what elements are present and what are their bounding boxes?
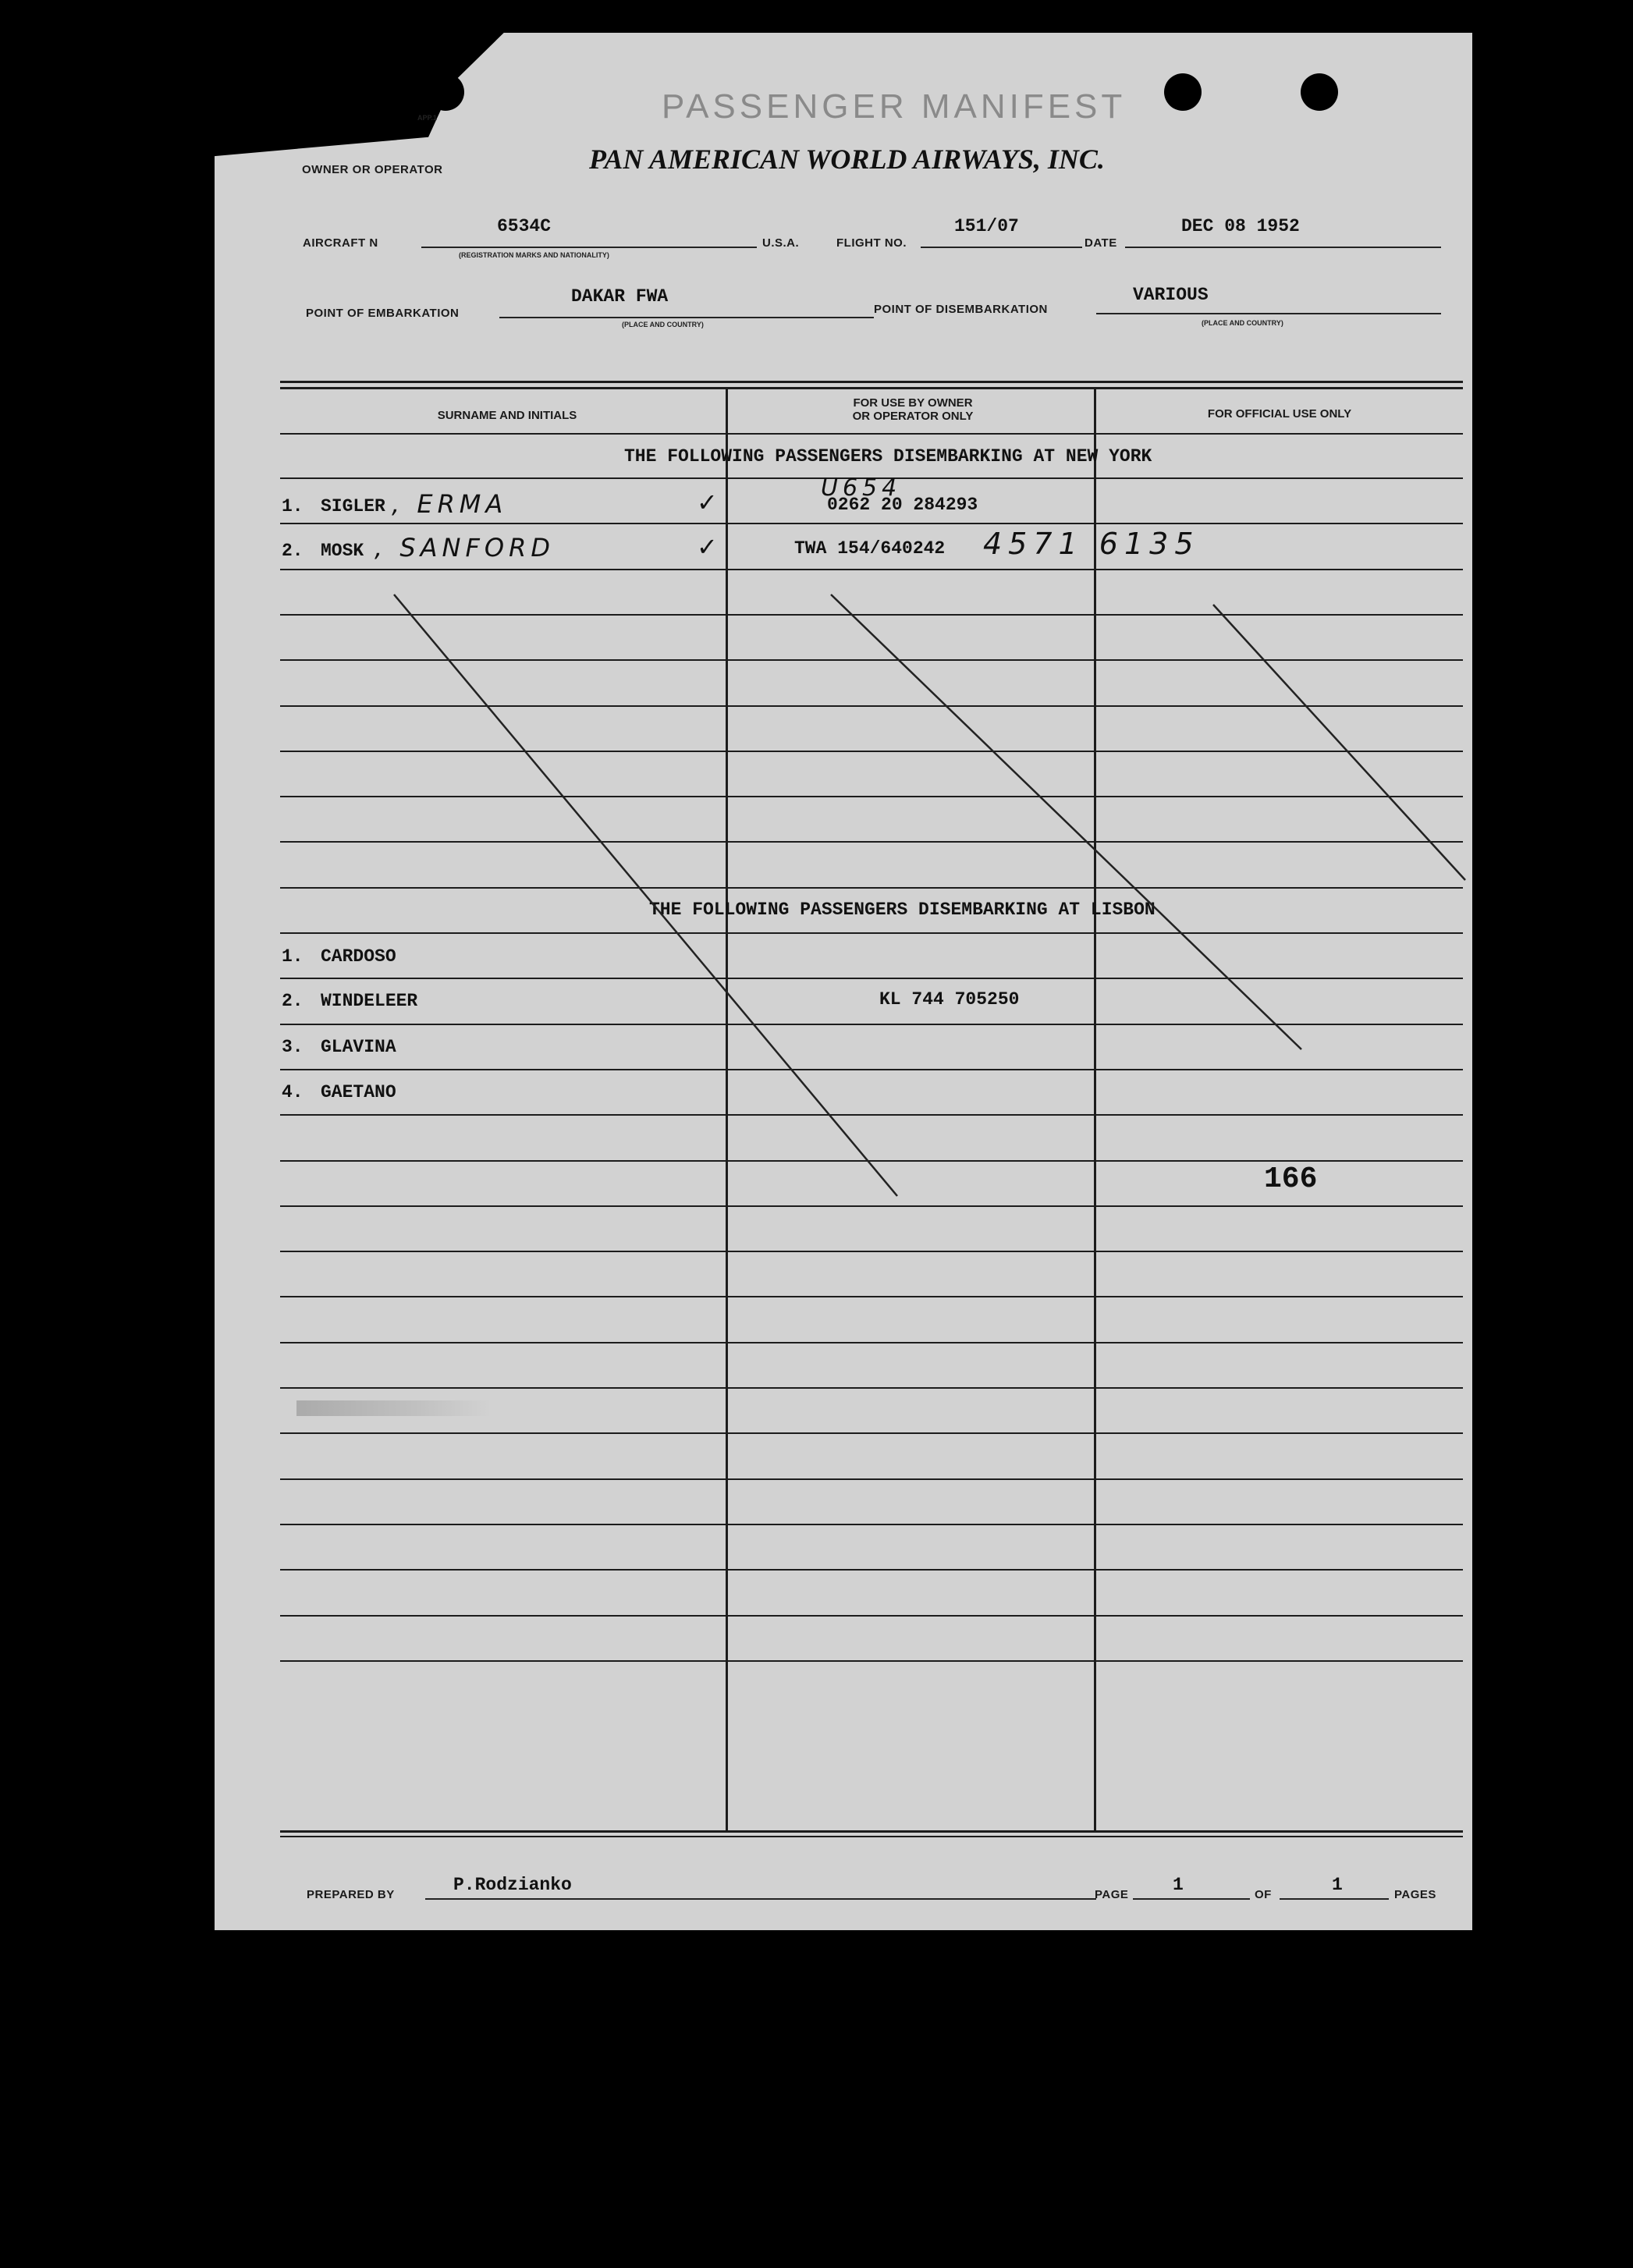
row-number: 2. xyxy=(282,991,304,1011)
owner-reference: 0262 20 284293 xyxy=(827,495,978,515)
cancel-stroke xyxy=(831,595,1301,1049)
handwritten-reference: U654 xyxy=(821,474,902,502)
passenger-surname: CARDOSO xyxy=(321,946,396,967)
row-number: 1. xyxy=(282,496,304,516)
passenger-surname: MOSK xyxy=(321,541,364,561)
embark-value: DAKAR FWA xyxy=(571,286,669,307)
column-header-owner: FOR USE BY OWNER OR OPERATOR ONLY xyxy=(852,396,974,423)
check-mark: ✓ xyxy=(697,532,722,562)
pages-label: PAGES xyxy=(1394,1888,1436,1901)
date-label: DATE xyxy=(1085,236,1117,250)
passenger-surname: WINDELEER xyxy=(321,991,418,1011)
handwritten-given-name: , ERMA xyxy=(392,489,508,519)
of-label: OF xyxy=(1255,1888,1272,1901)
handwritten-reference: 4571 6135 xyxy=(983,527,1200,561)
flight-label: FLIGHT NO. xyxy=(836,236,907,250)
aircraft-label: AIRCRAFT N xyxy=(303,236,378,250)
section-heading-new-york: THE FOLLOWING PASSENGERS DISEMBARKING AT NEW YORK xyxy=(624,446,1152,467)
page-label: PAGE xyxy=(1095,1888,1129,1901)
section-heading-lisbon: THE FOLLOWING PASSENGERS DISEMBARKING AT LISBON xyxy=(649,900,1156,920)
disembark-label: POINT OF DISEMBARKATION xyxy=(874,303,1048,316)
prepared-value: P.Rodzianko xyxy=(453,1875,572,1895)
owner-reference: KL 744 705250 xyxy=(879,989,1020,1010)
cancel-stroke xyxy=(1213,605,1465,880)
flight-value: 151/07 xyxy=(954,216,1019,236)
page-value: 1 xyxy=(1173,1875,1184,1895)
owner-label: OWNER OR OPERATOR xyxy=(302,163,443,176)
handwritten-given-name: , SANFORD xyxy=(375,533,555,563)
embark-sub: (PLACE AND COUNTRY) xyxy=(622,321,704,328)
row-number: 1. xyxy=(282,946,304,967)
prepared-label: PREPARED BY xyxy=(307,1888,395,1901)
aircraft-value: 6534C xyxy=(497,216,552,236)
row-number: 4. xyxy=(282,1082,304,1102)
airline-name: PAN AMERICAN WORLD AIRWAYS, INC. xyxy=(589,144,1105,175)
page-stamp: 166 xyxy=(1264,1162,1318,1196)
row-number: 3. xyxy=(282,1037,304,1057)
column-header-surname: SURNAME AND INITIALS xyxy=(437,409,577,422)
row-number: 2. xyxy=(282,541,304,561)
corner-code: APP.1 xyxy=(417,114,437,122)
column-header-official: FOR OFFICIAL USE ONLY xyxy=(1207,407,1352,421)
cancel-stroke xyxy=(394,595,897,1196)
form-title: PASSENGER MANIFEST xyxy=(662,87,1127,126)
owner-reference: TWA 154/640242 xyxy=(794,538,946,559)
check-mark: ✓ xyxy=(697,488,722,517)
disembark-value: VARIOUS xyxy=(1133,285,1209,305)
of-value: 1 xyxy=(1332,1875,1343,1895)
usa-label: U.S.A. xyxy=(762,236,800,250)
embark-label: POINT OF EMBARKATION xyxy=(306,307,460,320)
passenger-surname: SIGLER xyxy=(321,496,385,516)
passenger-surname: GLAVINA xyxy=(321,1037,396,1057)
registration-sub: (REGISTRATION MARKS AND NATIONALITY) xyxy=(459,251,609,259)
disembark-sub: (PLACE AND COUNTRY) xyxy=(1202,319,1283,327)
passenger-surname: GAETANO xyxy=(321,1082,396,1102)
date-value: DEC 08 1952 xyxy=(1181,216,1300,236)
